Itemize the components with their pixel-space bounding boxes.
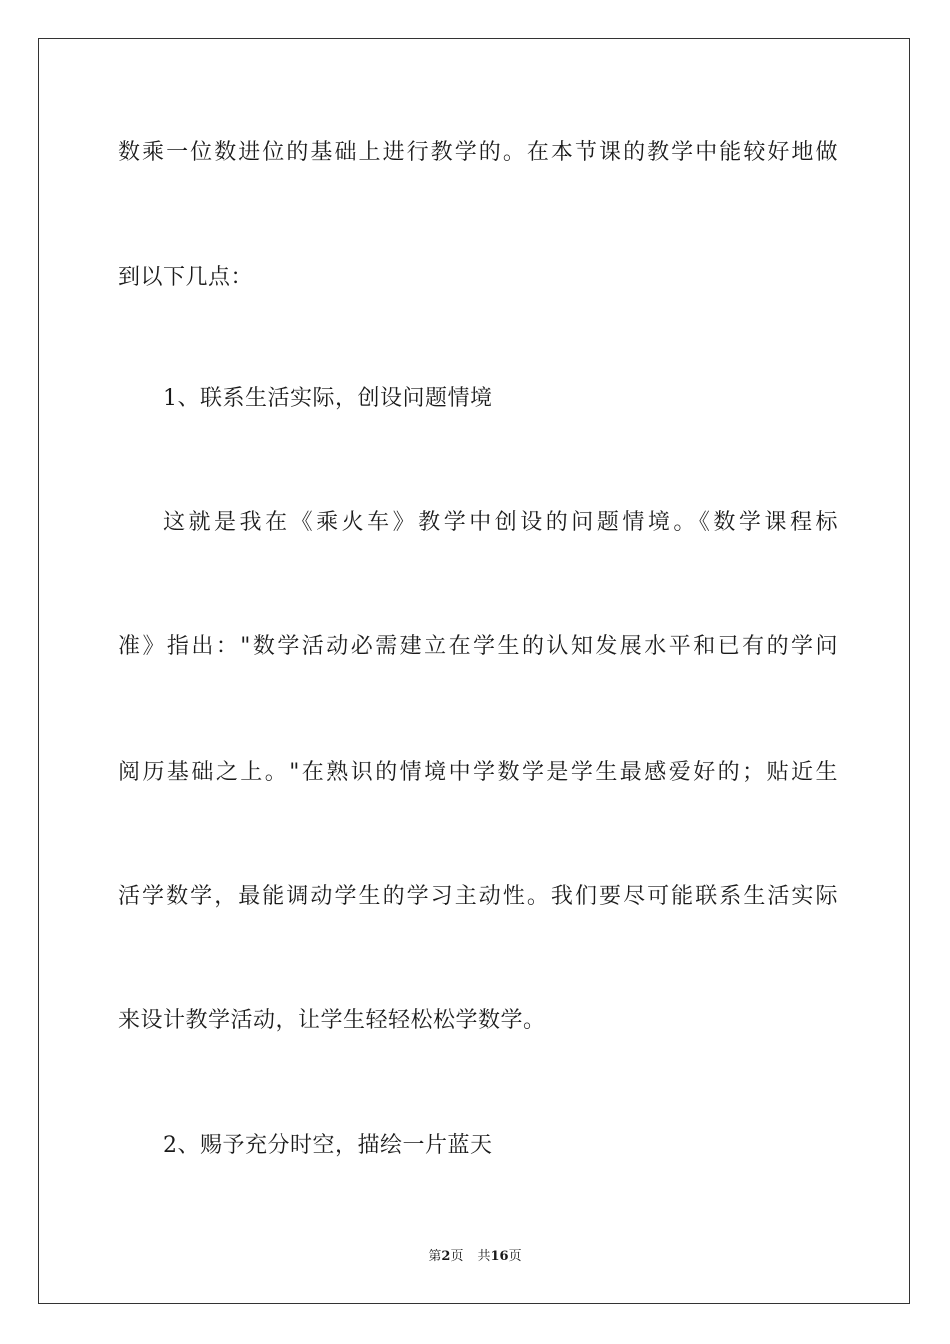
page-suffix: 页 — [450, 1249, 464, 1264]
paragraph-line-1: 数乘一位数进位的基础上进行教学的。在本节课的教学中能较好地做 — [118, 140, 838, 165]
total-suffix: 页 — [508, 1249, 522, 1264]
paragraph-line-4: 准》指出："数学活动必需建立在学生的认知发展水平和已有的学问 — [118, 634, 838, 659]
page-prefix: 第 — [428, 1249, 442, 1264]
paragraph-line-5: 阅历基础之上。"在熟识的情境中学数学是学生最感爱好的；贴近生 — [118, 760, 838, 785]
page-number: 2 — [441, 1249, 451, 1264]
total-prefix: 共 — [477, 1249, 491, 1264]
page-border — [38, 38, 910, 1304]
section-heading-2: 2、赐予充分时空，描绘一片蓝天 — [163, 1133, 493, 1158]
page-footer — [0, 1248, 950, 1266]
paragraph-line-6: 活学数学，最能调动学生的学习主动性。我们要尽可能联系生活实际 — [118, 884, 838, 909]
total-pages: 16 — [490, 1249, 509, 1264]
paragraph-line-2: 到以下几点： — [118, 265, 254, 290]
section-heading-1: 1、联系生活实际，创设问题情境 — [163, 386, 493, 411]
paragraph-line-7: 来设计教学活动，让学生轻轻松松学数学。 — [118, 1008, 546, 1033]
paragraph-line-3: 这就是我在《乘火车》教学中创设的问题情境。《数学课程标 — [163, 510, 838, 535]
